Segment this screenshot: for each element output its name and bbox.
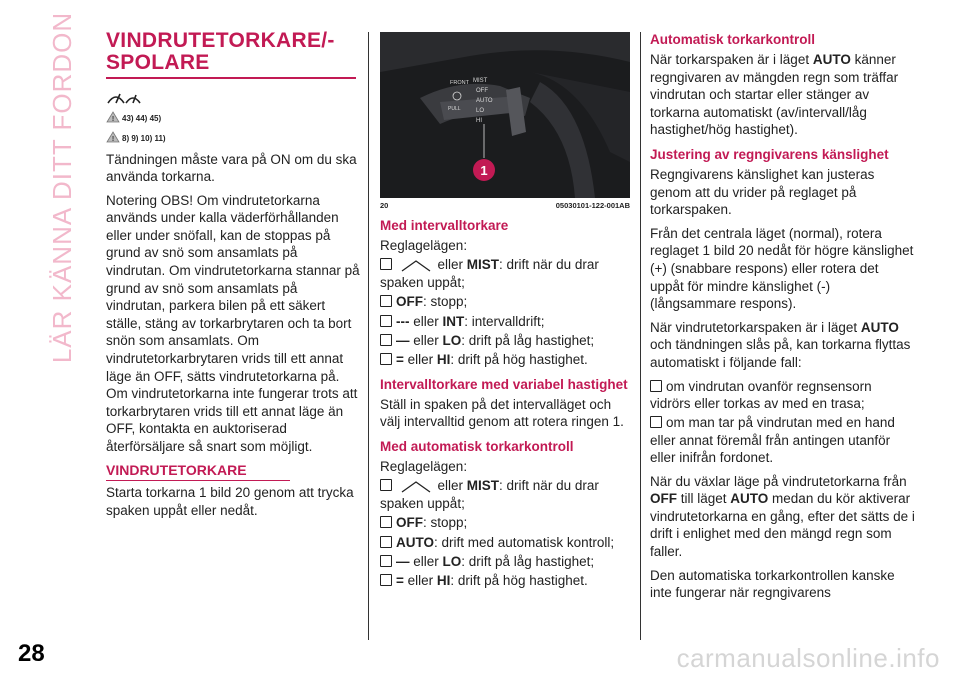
wiper-symbols bbox=[106, 89, 360, 107]
positions-label: Reglagelägen: bbox=[380, 238, 468, 253]
bullet-icon bbox=[650, 416, 662, 428]
ignition-note: Tändningen måste vara på ON om du ska använda torkarna. bbox=[106, 151, 357, 185]
auto-position-item-hi: = eller HI: drift på hög hastighet. bbox=[380, 572, 630, 589]
sensitivity-rotate-text: Från det centrala läget (normal), rotera reglaget 1 bild 20 nedåt för högre känslighet (+) (snabbare respons) eller rotera det uppåt för mindre känslighet (-) (långsammare respons). bbox=[650, 225, 914, 312]
wiper-lever-figure bbox=[380, 32, 630, 198]
section-title: VINDRUTETORKARE/- SPOLARE bbox=[106, 29, 335, 74]
warning-ref-row-2: ! 8) 9) 10) 11) bbox=[106, 131, 360, 143]
auto-position-item-mist: eller MIST: drift när du drar spaken uppåt; bbox=[380, 478, 599, 511]
section2-underline bbox=[106, 480, 290, 482]
position-item-hi: = eller HI: drift på hög hastighet. bbox=[380, 351, 630, 368]
bullet-icon bbox=[650, 380, 662, 392]
auto-position-item-off: OFF: stopp; bbox=[380, 514, 630, 531]
sensitivity-text: Regngivarens känslighet kan justeras genom att du vrider på reglaget på torkarspaken. bbox=[650, 166, 875, 218]
column-1 bbox=[106, 22, 360, 525]
variable-interval-text: Ställ in spaken på det intervalläget och välj intervalltid genom att rotera ringen 1. bbox=[380, 396, 624, 430]
column-3 bbox=[650, 22, 915, 608]
heading-automatic-wiper-control: Automatisk torkarkontroll bbox=[650, 32, 816, 47]
heading-sensitivity: Justering av regngivarens känslighet bbox=[650, 146, 889, 162]
heading-auto-control: Med automatisk torkarkontroll bbox=[380, 439, 574, 455]
side-chapter-title: LÄR KÄNNA DITT FORDON bbox=[47, 11, 78, 363]
auto-position-item-auto: AUTO: drift med automatisk kontroll; bbox=[380, 534, 630, 551]
bullet-icon bbox=[380, 258, 392, 270]
heading-interval-wiper: Med intervalltorkare bbox=[380, 218, 509, 233]
lever-label-front: FRONT bbox=[450, 80, 469, 86]
auto-ignition-text: När vindrutetorkarspaken är i läget AUTO och tändningen slås på, kan torkarna flyttas automatiskt i följande fall: bbox=[650, 319, 911, 370]
positions-label-2: Reglagelägen: bbox=[380, 459, 468, 475]
callout-number: 1 bbox=[480, 163, 488, 178]
column-divider-left bbox=[368, 32, 369, 640]
wiper-sweep-icon bbox=[400, 480, 432, 494]
position-item-int: --- eller INT: intervalldrift; bbox=[380, 313, 630, 330]
figure-code: 05030101-122-001AB bbox=[555, 201, 630, 210]
lever-label-pull: PULL bbox=[448, 106, 461, 112]
warning-ref-row-1: ! 43) 44) 45) bbox=[106, 111, 360, 123]
bullet-icon bbox=[380, 353, 392, 365]
auto-limitation-text: Den automatiska torkarkontrollen kanske inte fungerar när regngivarens bbox=[650, 567, 895, 601]
figure-caption bbox=[380, 201, 630, 210]
svg-text:!: ! bbox=[111, 115, 115, 123]
auto-control-text: När torkarspaken är i läget AUTO känner regngivaren av mängden regn som träffar vindrutan och startar eller stänger av torkarna automatiskt (av/intervall/låg hastighet/hög hastighet). bbox=[650, 52, 899, 138]
section2-title: VINDRUTETORKARE bbox=[106, 461, 247, 478]
wiper-sweep-icon bbox=[400, 259, 432, 273]
bullet-icon bbox=[380, 574, 392, 586]
title-underline bbox=[106, 77, 356, 79]
mode-switch-text: När du växlar läge på vindrutetorkarna från OFF till läget AUTO medan du kör aktiverar vindrutetorkarna en gång, efter det sätts de i drift i enlighet med den mängd regn som faller. bbox=[650, 473, 915, 559]
page-number: 28 bbox=[18, 640, 45, 667]
auto-position-item-lo: — eller LO: drift på låg hastighet; bbox=[380, 553, 630, 570]
lever-label-hi: HI bbox=[476, 118, 482, 124]
position-item-lo: — eller LO: drift på låg hastighet; bbox=[380, 332, 630, 349]
lever-label-auto: AUTO bbox=[476, 98, 493, 104]
bullet-item-touch-windshield: om man tar på vindrutan med en hand eller annat föremål från antingen utanför eller inifrån fordonet. bbox=[650, 415, 895, 466]
column-divider-right bbox=[640, 32, 641, 640]
start-wipers-text: Starta torkarna 1 bild 20 genom att trycka spaken uppåt eller nedåt. bbox=[106, 485, 354, 518]
position-item-mist: eller MIST: drift när du drar spaken uppåt; bbox=[380, 257, 599, 290]
wiper-symbol-icon bbox=[106, 89, 142, 107]
warning-triangle-icon bbox=[106, 131, 120, 143]
position-item-off: OFF: stopp; bbox=[380, 293, 630, 310]
bullet-icon bbox=[380, 555, 392, 567]
svg-text:!: ! bbox=[111, 135, 115, 143]
cold-weather-note: Notering OBS! Om vindrutetorkarna används under kalla väderförhållanden eller under snöfall, kan de stoppas på grund av snö som ansamlats på vindrutan. Om vindrutetorkarna stannar på grund av snö som ansamlats på vindrutan, parkera bilen på ett säkert ställe, stäng av torkarbrytaren och ta bort snön som ansamlats. Om vindrutetorkarbrytaren vrids till ett annat läge än OFF, sätts vindrutetorkarna på. Om vindrutetorkarna inte fungerar trots att torkarbrytaren vrids till ett annat läge än OFF, kontakta en auktoriserad återförsäljare så snart som möjligt. bbox=[106, 192, 360, 454]
bullet-icon bbox=[380, 516, 392, 528]
wiper-lever-illustration bbox=[380, 32, 630, 198]
bullet-icon bbox=[380, 479, 392, 491]
figure-number: 20 bbox=[380, 201, 389, 210]
lever-label-mist: MIST bbox=[473, 78, 488, 84]
heading-variable-interval: Intervalltorkare med variabel hastighet bbox=[380, 376, 628, 392]
bullet-icon bbox=[380, 536, 392, 548]
column-2 bbox=[380, 22, 630, 592]
warning-triangle-icon bbox=[106, 111, 120, 123]
bullet-icon bbox=[380, 295, 392, 307]
watermark: carmanualsonline.info bbox=[676, 643, 940, 673]
bullet-item-touch-sensor: om vindrutan ovanför regnsensorn vidrörs eller torkas av med en trasa; bbox=[650, 378, 872, 411]
lever-label-off: OFF bbox=[476, 88, 488, 94]
lever-label-lo: LO bbox=[476, 108, 485, 114]
bullet-icon bbox=[380, 315, 392, 327]
bullet-icon bbox=[380, 334, 392, 346]
